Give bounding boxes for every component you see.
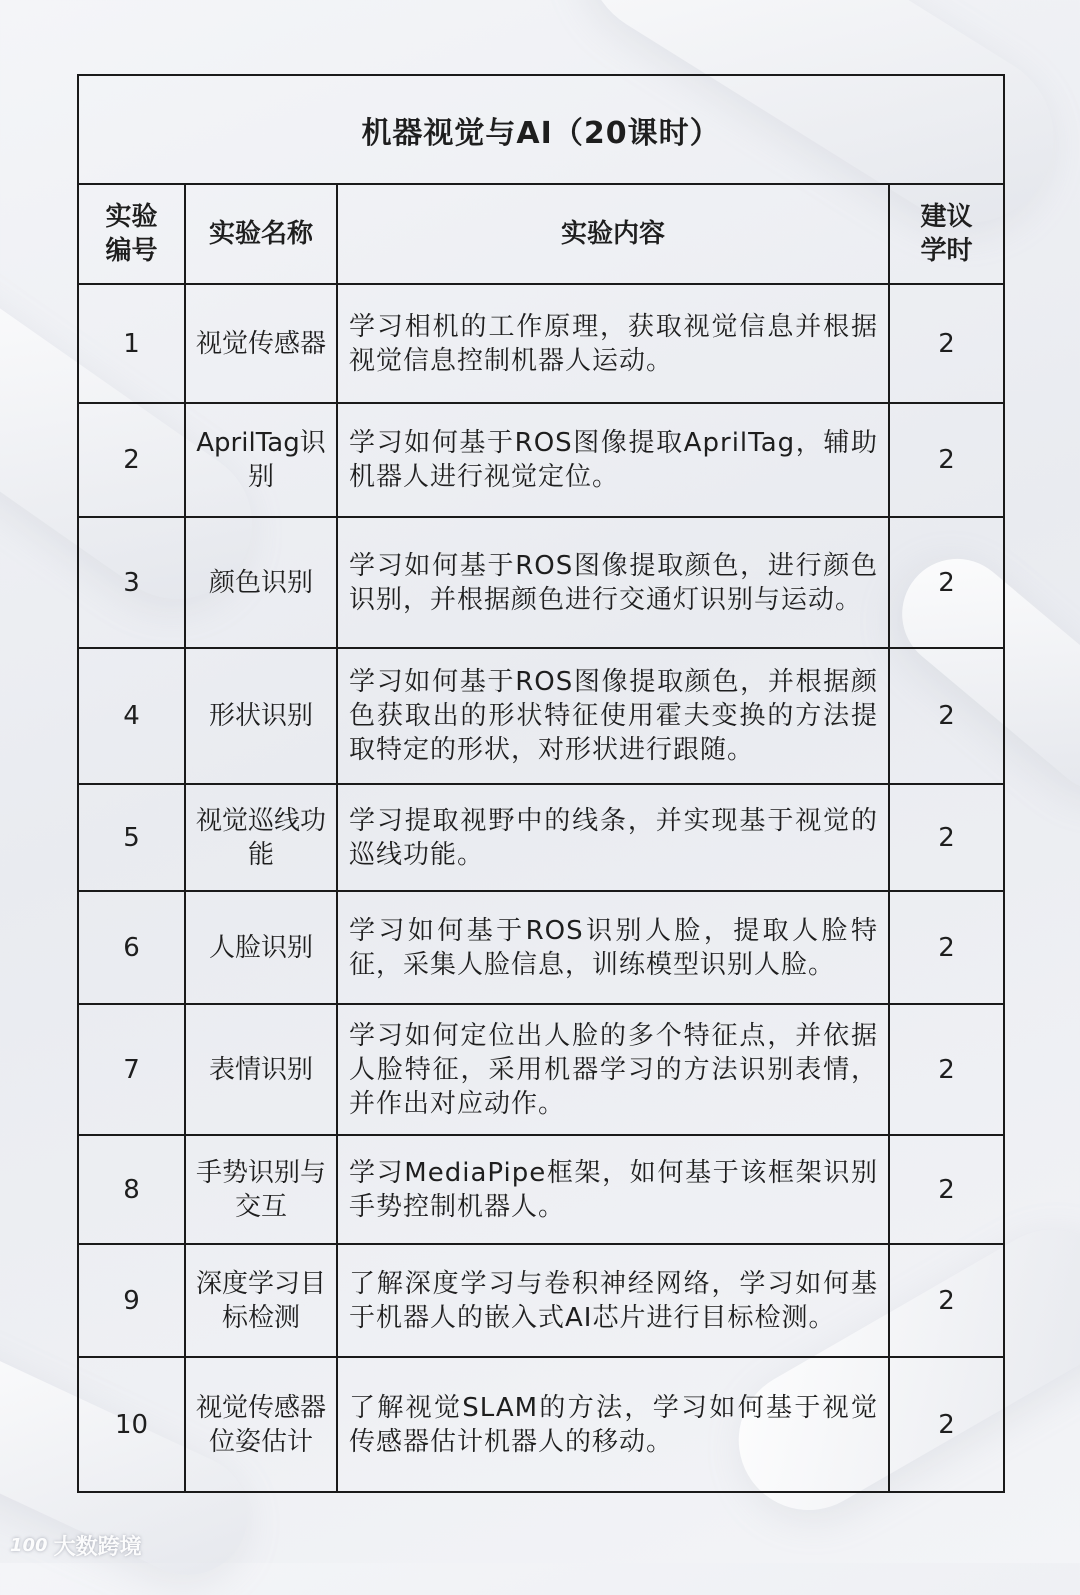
row-id: 3 — [78, 517, 185, 648]
table-row — [78, 784, 1004, 891]
row-content: 了解深度学习与卷积神经网络，学习如何基于机器人的嵌入式AI芯片进行目标检测。 — [337, 1244, 889, 1357]
row-content: 了解视觉SLAM的方法，学习如何基于视觉传感器估计机器人的移动。 — [337, 1357, 889, 1492]
row-name: 手势识别与交互 — [185, 1135, 337, 1244]
row-content: 学习提取视野中的线条，并实现基于视觉的巡线功能。 — [337, 784, 889, 891]
row-hours: 2 — [889, 784, 1004, 891]
table-row — [78, 1004, 1004, 1135]
row-content: 学习MediaPipe框架，如何基于该框架识别手势控制机器人。 — [337, 1135, 889, 1244]
header-id-label: 实验 编号 — [105, 202, 158, 266]
row-hours: 2 — [889, 891, 1004, 1004]
row-hours: 2 — [889, 403, 1004, 517]
header-content: 实验内容 — [337, 184, 889, 284]
row-hours: 2 — [889, 1244, 1004, 1357]
row-hours: 2 — [889, 1004, 1004, 1135]
watermark-text: 大数跨境 — [53, 1535, 142, 1560]
header-name: 实验名称 — [185, 184, 337, 284]
header-hours — [889, 184, 1004, 284]
row-hours: 2 — [889, 517, 1004, 648]
table-row — [78, 1135, 1004, 1244]
title-row — [78, 75, 1004, 184]
row-name: 表情识别 — [185, 1004, 337, 1135]
row-content: 学习如何基于ROS识别人脸，提取人脸特征，采集人脸信息，训练模型识别人脸。 — [337, 891, 889, 1004]
row-name: 形状识别 — [185, 648, 337, 784]
row-id: 6 — [78, 891, 185, 1004]
course-table — [77, 74, 1005, 1493]
table-row — [78, 403, 1004, 517]
header-id — [78, 184, 185, 284]
table-row — [78, 517, 1004, 648]
row-id: 5 — [78, 784, 185, 891]
row-id: 10 — [78, 1357, 185, 1492]
row-name: AprilTag识别 — [185, 403, 337, 517]
row-id: 8 — [78, 1135, 185, 1244]
table-row — [78, 284, 1004, 403]
row-id: 4 — [78, 648, 185, 784]
row-id: 7 — [78, 1004, 185, 1135]
row-id: 2 — [78, 403, 185, 517]
row-name: 颜色识别 — [185, 517, 337, 648]
row-hours: 2 — [889, 284, 1004, 403]
course-table-container — [77, 74, 1003, 1493]
row-hours: 2 — [889, 648, 1004, 784]
row-name: 视觉巡线功能 — [185, 784, 337, 891]
header-row — [78, 184, 1004, 284]
row-hours: 2 — [889, 1357, 1004, 1492]
row-content: 学习如何基于ROS图像提取颜色，并根据颜色获取出的形状特征使用霍夫变换的方法提取特定的形状，对形状进行跟随。 — [337, 648, 889, 784]
row-content: 学习如何基于ROS图像提取颜色，进行颜色识别，并根据颜色进行交通灯识别与运动。 — [337, 517, 889, 648]
watermark — [10, 1530, 142, 1561]
row-id: 9 — [78, 1244, 185, 1357]
row-id: 1 — [78, 284, 185, 403]
row-hours: 2 — [889, 1135, 1004, 1244]
table-row — [78, 1357, 1004, 1492]
table-row — [78, 891, 1004, 1004]
table-title: 机器视觉与AI（20课时） — [78, 75, 1004, 184]
watermark-logo: 100 — [10, 1535, 48, 1556]
row-content: 学习相机的工作原理，获取视觉信息并根据视觉信息控制机器人运动。 — [337, 284, 889, 403]
row-name: 人脸识别 — [185, 891, 337, 1004]
table-row — [78, 1244, 1004, 1357]
row-name: 视觉传感器 — [185, 284, 337, 403]
header-hours-label: 建议 学时 — [920, 202, 973, 266]
row-content: 学习如何基于ROS图像提取AprilTag，辅助机器人进行视觉定位。 — [337, 403, 889, 517]
row-content: 学习如何定位出人脸的多个特征点，并依据人脸特征，采用机器学习的方法识别表情，并作出对应动作。 — [337, 1004, 889, 1135]
row-name: 视觉传感器位姿估计 — [185, 1357, 337, 1492]
table-row — [78, 648, 1004, 784]
row-name: 深度学习目标检测 — [185, 1244, 337, 1357]
